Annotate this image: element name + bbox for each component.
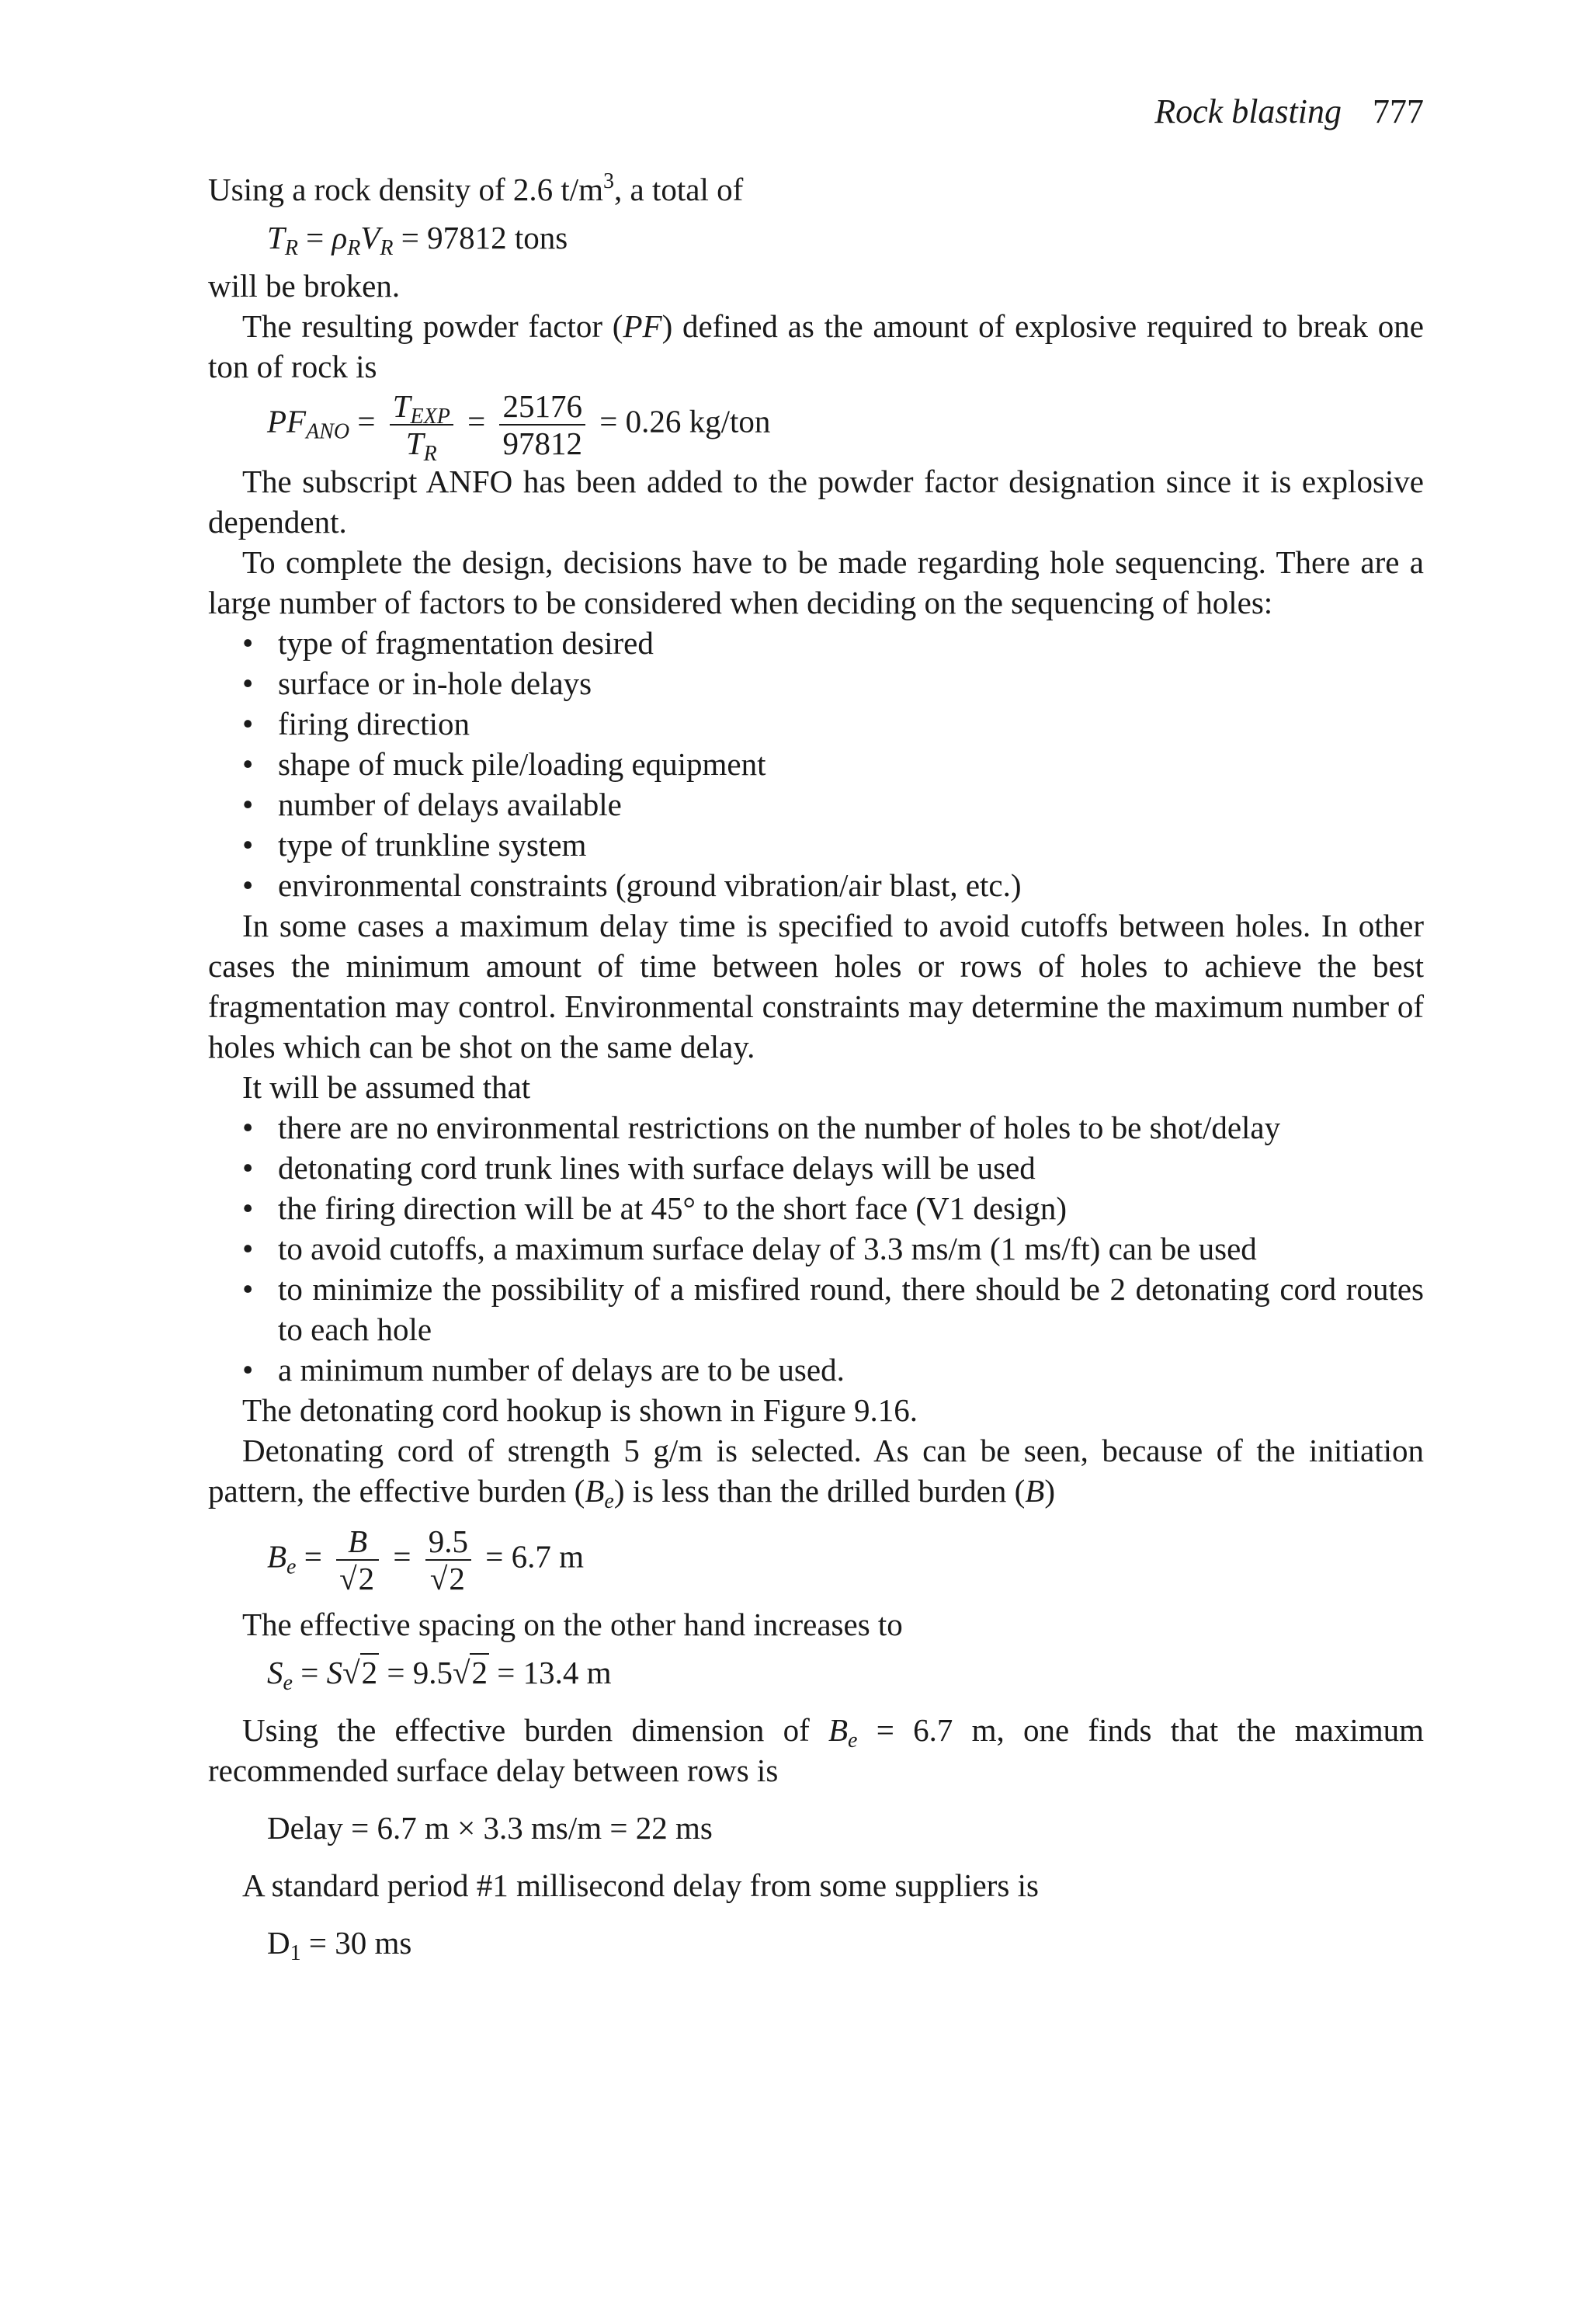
fraction-texp-over-tr: $\frac{T_{EXP}}{T_R}$ [390, 388, 453, 461]
paragraph-powder-factor: The resulting powder factor (PF) defined as the amount of explosive required to break one ton of rock is [208, 308, 1424, 384]
paragraph-cases: In some cases a maximum delay time is specified to avoid cutoffs between holes. In other cases the minimum amount of time between holes or rows of holes to achieve the best fragmentation may control. Environmental constraints may determine the maximum number of holes which can be shot on the same delay. [208, 908, 1424, 1065]
paragraph-hookup: The detonating cord hookup is shown in Figure 9.16. [242, 1392, 918, 1428]
list-item: • shape of muck pile/loading equipment [242, 744, 1424, 784]
equation-effective-burden: $B_e$ = $\frac{B}{√2}$ = $\frac{9.5}{√2}$ = 6.7 m [267, 1523, 585, 1596]
list-item: • firing direction [242, 703, 1424, 744]
fraction-b-over-root2: $\frac{B}{√2}$ [336, 1523, 379, 1596]
list-item: • to avoid cutoffs, a maximum surface delay of 3.3 ms/m (1 ms/ft) can be used [242, 1228, 1424, 1269]
list-item: • number of delays available [242, 784, 1424, 825]
paragraph-standard-period: A standard period #1 millisecond delay from some suppliers is [242, 1867, 1039, 1903]
page-body [208, 169, 1424, 1963]
paragraph-anfo: The subscript ANFO has been added to the powder factor designation since it is explosive dependent. [208, 464, 1424, 540]
paragraph-spacing: The effective spacing on the other hand increases to [242, 1607, 903, 1642]
paragraph-detonating-cord: Detonating cord of strength 5 g/m is selected. As can be seen, because of the initiation pattern, the effective burden $(B_e)$ is less than the drilled burden (B) [208, 1433, 1424, 1513]
list-item: • environmental constraints (ground vibration/air blast, etc.) [242, 865, 1424, 905]
list-item: • type of trunkline system [242, 825, 1424, 865]
page-number: 777 [1373, 92, 1424, 130]
fraction-numeric-burden: $\frac{9.5}{√2}$ [425, 1523, 471, 1596]
equation-effective-spacing: $S_e = S√2 = 9.5√2 = 13.4$ m [267, 1655, 612, 1695]
assumption-list [208, 1107, 1424, 1390]
equation-delay: Delay = 6.7 m × 3.3 ms/m = 22 ms [267, 1810, 713, 1846]
running-title: Rock blasting [1154, 92, 1342, 130]
paragraph-assumed: It will be assumed that [242, 1069, 531, 1105]
paragraph-design: To complete the design, decisions have to be made regarding hole sequencing. There are a large number of factors to be considered when deciding on the sequencing of holes: [208, 544, 1424, 620]
equation-powder-factor: $PF_{ANO}$ = $\frac{T_{EXP}}{T_R}$ = $\frac{25176}{97812}$ = 0.26 kg/ton [267, 388, 771, 466]
equation-tons-broken: $T_R = \rho_RV_R = 97812$ tons [267, 220, 568, 260]
equation-d1: $D_1 = 30$ ms [267, 1925, 412, 1965]
running-header [1154, 92, 1424, 131]
list-item: • the firing direction will be at 45° to the short face (V1 design) [242, 1188, 1424, 1228]
list-item: • there are no environmental restrictions on the number of holes to be shot/delay [242, 1107, 1424, 1148]
paragraph-using-burden: Using the effective burden dimension of $B_e = 6.7$ m, one finds that the maximum recommended surface delay between rows is [208, 1712, 1425, 1788]
list-item: • a minimum number of delays are to be used. [242, 1350, 1424, 1390]
paragraph-broken: will be broken. [208, 268, 401, 304]
fraction-numeric: $\frac{25176}{97812}$ [499, 388, 585, 461]
list-item: • to minimize the possibility of a misfired round, there should be 2 detonating cord routes to each hole [242, 1269, 1424, 1350]
paragraph-rock-density: Using a rock density of 2.6 $t/m^3$, a total of [208, 169, 744, 207]
list-item: • surface or in-hole delays [242, 663, 1424, 703]
factor-list [208, 623, 1424, 905]
list-item: • detonating cord trunk lines with surface delays will be used [242, 1148, 1424, 1188]
list-item: • type of fragmentation desired [242, 623, 1424, 663]
